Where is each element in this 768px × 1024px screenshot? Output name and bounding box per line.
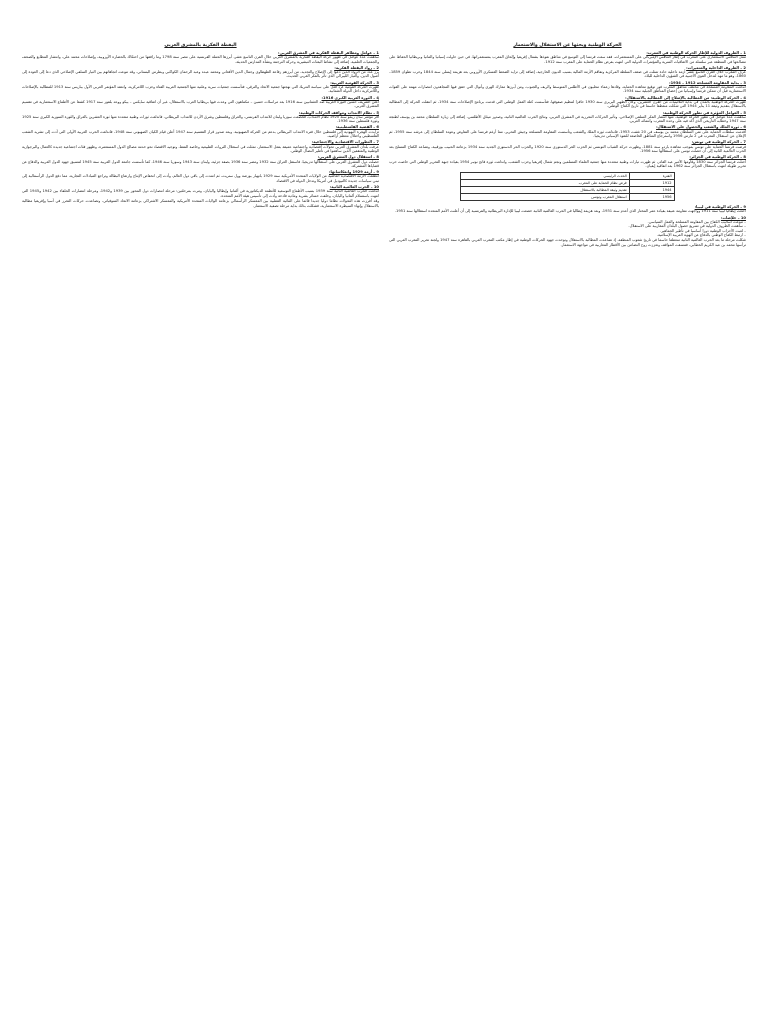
paragraph: حصلت دول المشرق العربي على استقلالها تدريجيا، فاستقل العراق سنة 1932 ومصر سنة 1936 بصفة جزئية، ولبنان سنة 1943 وسوريا سنة 1946، كما تأسست جامعة الدول العربية سنة 1945 لتنسيق جهود الدول العربية والدفاع عن قضاياها المشتركة. [22,159,379,168]
paragraph: ساهمت عدة عوامل في ظهور حركة اليقظة الفكرية بالمشرق العربي خلال القرن التاسع عشر، أبرزها الحملة الفرنسية على مصر سنة 1798 وما رافقها من احتكاك بالحضارة الأوروبية، وإصلاحات محمد علي، وانتشار المطابع والصحف والجمعيات العلمية، إضافة إلى نشاط البعثات التبشيرية وحركة الترجمة ونشأة المدارس الحديثة. [22,55,379,64]
subsection-heading: 2 – الظروف الداخلية والمتغيرات: [686,65,746,70]
list-item: – ارتبط الكفاح الوطني بالدفاع عن الهوية العربية الإسلامية. [656,232,746,237]
paragraph: أقر مؤتمر سان ريمو سنة 1920 نظام الانتداب، فخضعت سوريا ولبنان للانتداب الفرنسي، والعراق وفلسطين وشرق الأردن للانتداب البريطاني، فاندلعت ثورات وطنية متعددة منها ثورة العشرين بالعراق والثورة السورية الكبرى سنة 1925 وثورة فلسطين سنة 1936. [22,114,379,124]
paragraph: تزايدت الهجرة اليهودية إلى فلسطين خلال فترة الانتداب البريطاني بدعم من الحركة الصهيونية، وبعد صدور قرار التقسيم سنة 1947 أعلن قيام الكيان الصهيوني سنة 1948، فاندلعت الحرب العربية الأولى التي أدت إلى تشريد الشعب الفلسطيني واحتلال معظم أراضيه. [22,129,379,139]
paragraph: احتلت إيطاليا ليبيا سنة 1911 وواجهت مقاومة عنيفة بقيادة عمر المختار الذي أعدم سنة 1931، وبعد هزيمة إيطاليا في الحرب العالمية الثانية خضعت ليبيا للإدارة البريطانية والفرنسية إلى أن أعلنت الأمم المتحدة استقلالها سنة 1951. [394,209,746,214]
table-cell: تقديم وثيقة المطالبة بالاستقلال [461,187,629,194]
subsection-heading: 2 – رواد اليقظة الفكرية: [334,65,379,70]
table-cell: 1912 [629,180,674,187]
table-cell: الفترة [629,173,674,180]
paragraph: وقد أفرزت هذه التحولات نظاما دوليا جديدا قائما على الثنائية القطبية بين المعسكر الرأسمالي بزعامة الولايات المتحدة الأمريكية والمعسكر الاشتراكي بزعامة الاتحاد السوفياتي، وتصاعدت حركات التحرر في آسيا وإفريقيا مطالبة بالاستقلال وإنهاء السيطرة الاستعمارية، فشكلت بذلك بداية مرحلة تصفية الاستعمار. [22,199,379,208]
paragraph: فرضت فرنسا الحماية على تونس بموجب معاهدة باردو سنة 1881، وظهرت حركة الشباب التونسي ثم الحزب الحر الدستوري سنة 1920 والحزب الحر الدستوري الجديد سنة 1934 بزعامة الحبيب بورقيبة، وتصاعد الكفاح المسلح بعد الحرب العالمية الثانية إلى أن حصلت تونس على استقلالها سنة 1956. [389,144,746,153]
table-cell: 1944 [629,187,674,194]
subsection-heading: 6 – القضية الفلسطينية: [335,125,379,130]
list-item: – تنوعت أساليب الكفاح بين المقاومة المسلحة والعمل السياسي. [647,220,746,225]
columns-container [22,40,746,1010]
list-item: – ساهمت الظروف الدولية في تسريع حصول البلدان المغاربية على الاستقلال. [628,224,746,229]
table-cell: الحدث الرئيسي [461,173,629,180]
subsection-heading: 4 – الحركة الوطنية: من المطالبة بالإصلاح إلى المطالبة بالاستقلال: [625,95,746,100]
subsection-heading: 5 – نظام الانتداب ومواقف الحركات الوطنية: [298,110,379,115]
subsection-heading: 9 – أزمة 1929 وانعكاساتها: [329,170,379,175]
paragraph: ظهرت الحركة الوطنية بالمدن في بداية الثلاثينيات من القرن العشرين، وكان الظهير البربري سنة 1930 حافزا لتنظيم صفوفها، فتأسست كتلة العمل الوطني التي قدمت برنامج الإصلاحات سنة 1934، ثم انتقلت الحركة إلى المطالبة بالاستقلال بتقديم وثيقة 11 يناير 1944 التي شكلت منعطفا حاسما في تاريخ الكفاح الوطني. [389,99,746,109]
paragraph: اندلعت الحرب العالمية الثانية سنة 1939 بسبب الأطماع التوسعية للأنظمة الديكتاتورية في ألمانيا وإيطاليا واليابان، ومرت بمرحلتين: مرحلة انتصارات دول المحور بين 1939 و1942، ومرحلة انتصارات الحلفاء بين 1942 و1945 التي انتهت باستسلام ألمانيا واليابان، وخلفت خسائر بشرية ومادية فادحة وأدت إلى تأسيس هيئة الأمم المتحدة. [22,189,379,198]
subsection-heading: 1 – عوامل ومظاهر اليقظة الفكرية في المشرق العربي: [278,51,379,55]
subsection-heading: 10 – الحرب العالمية الثانية: [329,185,379,190]
subsection-heading: 4 – الثورة العربية الكبرى 1916: [321,95,379,100]
subsection-heading: 8 – استقلال دول المشرق العربي: [317,155,379,160]
paragraph: أقدمت سلطات الحماية على نفي السلطان محمد بن يوسف في 20 غشت 1953، فاندلعت ثورة الملك والشعب وتأسست المقاومة المسلحة وجيش التحرير، مما أرغم فرنسا على التفاوض وعودة السلطان إلى عرشه سنة 1955، ثم الإعلان عن استقلال المغرب في 2 مارس 1956 واسترجاع المناطق الخاضعة للنفوذ الإسباني تدريجيا. [389,129,746,139]
section-title: اليقظة الفكرية بالمشرق العربي [164,43,237,48]
paragraph: أعلن الشريف حسين الثورة العربية ضد العثمانيين سنة 1916 بعد مراسلات حسين – مكماهون التي وعدت فيها بريطانيا العرب بالاستقلال، غير أن اتفاقية سايكس – بيكو ووعد بلفور سنة 1917 كشفا عن الأطماع الاستعمارية في تقسيم المشرق العربي. [22,99,379,109]
paragraph: برز عدد من الرواد الذين دعوا إلى الإصلاح والتجديد، من أبرزهم رفاعة الطهطاوي وجمال الدين الأفغاني ومحمد عبده وعبد الرحمان الكواكبي وبطرس البستاني، وقد تنوعت اتجاهاتهم بين التيار السلفي الإصلاحي الذي دعا إلى العودة إلى أصول الدين، والتيار الليبرالي الذي تأثر بالفكر الغربي الحديث. [22,70,379,79]
table-row [461,180,674,187]
subsection-heading: 7 – الحركة الوطنية في تونس: [691,140,746,145]
subsection-heading: 7 – التطورات الاقتصادية والاجتماعية: [311,140,379,145]
paragraph: تمثل التنافس الاستعماري على المغرب في إطار التنافس الإمبريالي على المستعمرات، فقد سعت فرنسا إلى التوسع في مناطق نفوذها بشمال إفريقيا وإلحاق المغرب بمستعمراتها، في حين حاولت إسبانيا والمانيا وبريطانيا الحفاظ على مصالحها في المنطقة عبر سلسلة من الاتفاقيات السرية والمؤتمرات الدولية التي انتهت بفرض نظام الحماية على المغرب سنة 1912. [389,55,746,64]
list-item: – لعبت الأحزاب الوطنية دورا أساسيا في تأطير الجماهير. [660,228,746,233]
table-row [461,187,674,194]
paragraph: احتلت فرنسا الجزائر سنة 1830 وقاومها الأمير عبد القادر، ثم ظهرت تيارات وطنية متعددة منها جمعية العلماء المسلمين ونجم شمال إفريقيا وحزب الشعب، واندلعت ثورة فاتح نونبر 1954 بقيادة جبهة التحرير الوطني التي خاضت حرب تحرير طويلة انتهت باستقلال الجزائر سنة 1962 بعد اتفاقية إيفيان. [389,159,746,168]
subsection-heading: 6 – ثورة الملك والشعب والحصول على الاستقلال: [656,125,746,130]
subsection-heading: 5 – العوامل المؤثرة في تطور الحركة الوطنية: [662,110,746,115]
text-column-1 [389,40,746,1010]
paragraph: ظهرت الحركة القومية كرد فعل على سياسة التتريك التي نهجتها جمعية الاتحاد والترقي، فتأسست جمعيات سرية وعلنية منها الجمعية العربية الفتاة وحزب اللامركزية، وانعقد المؤتمر العربي الأول بباريس سنة 1913 للمطالبة بالإصلاحات واللامركزية داخل الدولة العثمانية. [22,85,379,94]
subsection-heading: 1 – الظروف الدولية للإطار الحركة الوطنية في المغرب: [646,51,746,55]
paragraph: اندلعت المقاومة المسلحة في مختلف مناطق المغرب فور توقيع معاهدة الحماية، وقادها زعماء محليون في الأطلس المتوسط والريف والجنوب، ومن أبرزها معارك الهري وأنوال التي حقق فيها المجاهدون انتصارات مهمة على القوات الاستعمارية قبل أن تتمكن فرنسا وإسبانيا من إخضاع المناطق الجبلية سنة 1934. [389,85,746,94]
section-title: الحركة الوطنية وبحثها عن الاستقلال والاستعمار [513,43,622,48]
subsection-heading: 8 – الحركة الوطنية في الجزائر: [689,155,746,160]
subsection-heading: 9 – الحركة الوطنية في ليبيا: [694,205,746,210]
table-row [461,173,674,180]
subsection-heading: 3 – الحركة القومية العربية: [330,80,379,85]
paragraph: عرفت بلدان المشرق العربي تحولات اقتصادية واجتماعية عميقة بفعل الاستعمار، تمثلت في استغلال الثروات الطبيعية وخاصة النفط، وتوجيه الاقتصاد نحو خدمة مصالح الدول المستعمرة، وظهور فئات اجتماعية جديدة كالعمال والبرجوازية الوطنية والمثقفين الذين ساهموا في تأطير النضال الوطني. [22,144,379,153]
paragraph: ساهمت عدة عوامل في تطور الحركة الوطنية، منها انتشار الفكر السلفي الإصلاحي، وتأثير الحركات التحررية في المشرق العربي، ونتائج الحرب العالمية الثانية، وصدور ميثاق الأطلسي، إضافة إلى زيارة السلطان محمد بن يوسف لطنجة سنة 1947 وخطابه التاريخي الذي أكد فيه على وحدة المغرب وانتمائه العربي. [389,114,746,124]
table-cell: فرض نظام الحماية على المغرب [461,180,629,187]
text-column-2 [22,40,379,1010]
summary-table [460,172,674,201]
table-row [461,194,674,201]
paragraph: عرف المغرب خلال القرن التاسع عشر أزمة داخلية حادة تمثلت في ضعف السلطة المركزية وتفاقم الأزمة المالية بسبب الديون الخارجية، إضافة إلى تزايد الضغط العسكري الأوروبي بعد هزيمة إيسلي سنة 1844 وحرب تطوان 1859–1860، وهو ما مهد لتدخل القوى الأجنبية في الشؤون الداخلية للبلاد. [389,70,746,79]
subsection-heading: 10 – خلاصات: [720,215,746,220]
table-cell: استقلال المغرب وتونس [461,194,629,201]
subsection-heading: 3 – بداية المقاومة المسلحة 1912 – 1934: [669,80,746,85]
bullet-list [389,220,746,237]
table-cell: 1956 [629,194,674,201]
paragraph: انطلقت الأزمة الاقتصادية العالمية من الولايات المتحدة الأمريكية سنة 1929 بانهيار بورصة وول ستريت، ثم امتدت إلى باقي دول العالم، وأدت إلى انخفاض الإنتاج وارتفاع البطالة وتراجع المبادلات التجارية، مما دفع الدول الرأسمالية إلى تبني سياسات جديدة كالنيوديل في أمريكا وتدخل الدولة في الاقتصاد. [22,174,379,183]
paragraph: شكلت مرحلة ما بعد الحرب العالمية الثانية منعطفا حاسما في تاريخ شعوب المنطقة، إذ تصاعدت المطالبة بالاستقلال وتوحدت جهود الحركات الوطنية في إطار مكتب المغرب العربي بالقاهرة سنة 1947 ولجنة تحرير المغرب العربي التي ترأسها محمد بن عبد الكريم الخطابي، فتنسقت المواقف وتعززت روح التضامن بين الأقطار المغاربية في مواجهة الاستعمار. [389,238,746,247]
